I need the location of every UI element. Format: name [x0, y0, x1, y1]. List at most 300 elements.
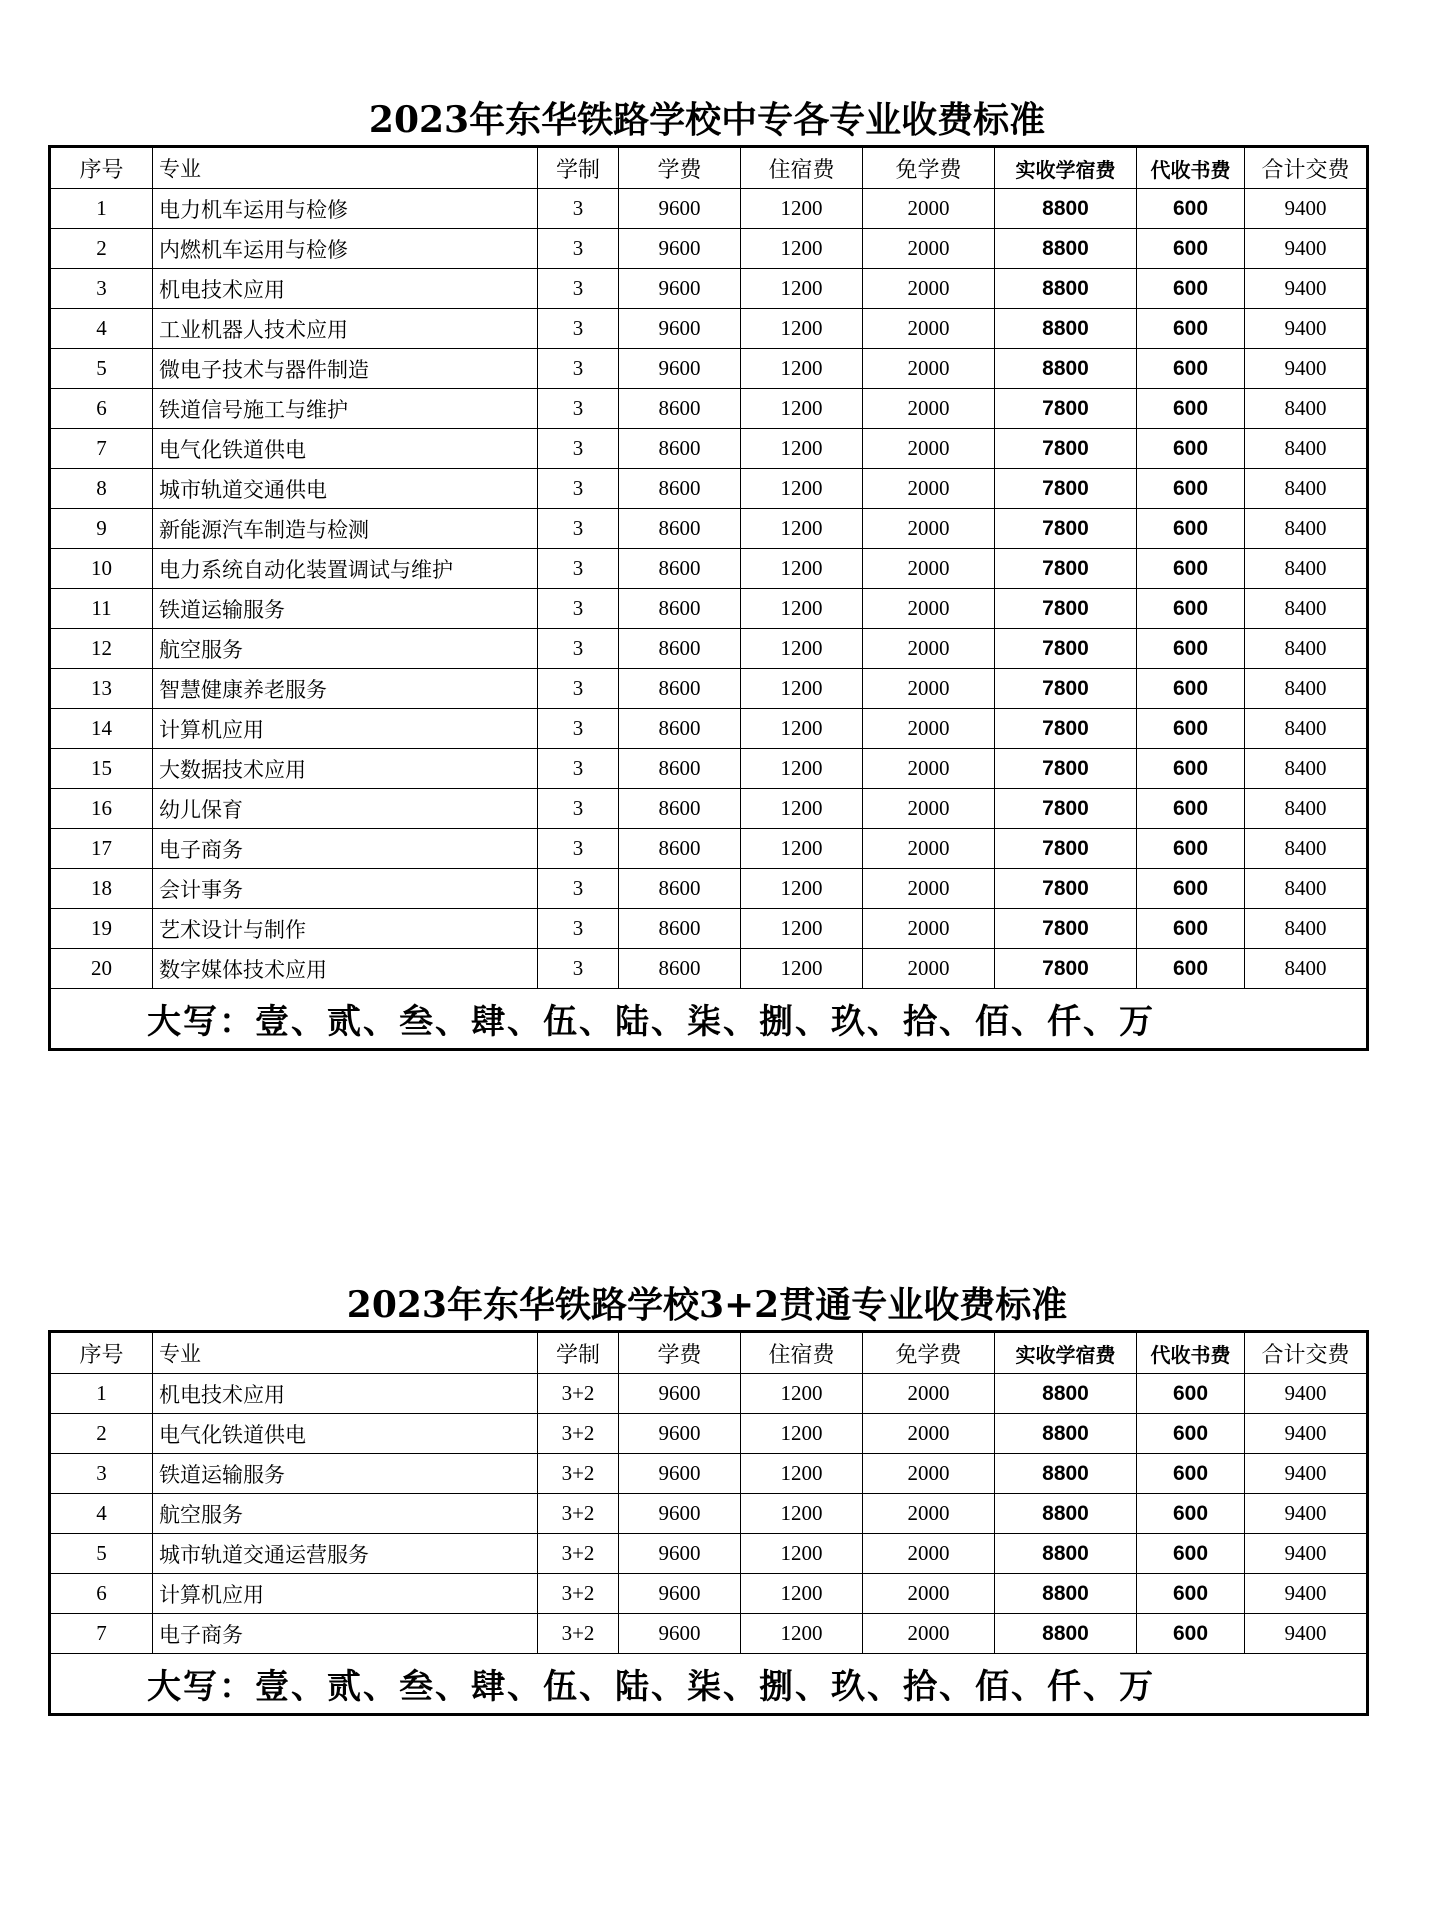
cell-waiver: 2000	[863, 829, 995, 869]
cell-no: 12	[50, 629, 153, 669]
table-row	[50, 1494, 1368, 1534]
cell-waiver: 2000	[863, 949, 995, 989]
cell-tuition: 9600	[619, 309, 741, 349]
cell-major: 铁道运输服务	[153, 1454, 538, 1494]
cell-actual: 7800	[995, 949, 1137, 989]
cell-waiver: 2000	[863, 669, 995, 709]
cell-dorm: 1200	[741, 1614, 863, 1654]
cell-total: 8400	[1245, 709, 1368, 749]
cell-no: 8	[50, 469, 153, 509]
col-header-actual: 实收学宿费	[995, 147, 1137, 189]
cell-no: 10	[50, 549, 153, 589]
cell-dorm: 1200	[741, 229, 863, 269]
cell-tuition: 8600	[619, 749, 741, 789]
table-row	[50, 709, 1368, 749]
cell-waiver: 2000	[863, 349, 995, 389]
cell-actual: 8800	[995, 1414, 1137, 1454]
cell-tuition: 8600	[619, 669, 741, 709]
cell-years: 3	[538, 749, 619, 789]
cell-books: 600	[1137, 1494, 1245, 1534]
cell-total: 9400	[1245, 229, 1368, 269]
cell-major: 电子商务	[153, 1614, 538, 1654]
cell-waiver: 2000	[863, 1414, 995, 1454]
table-row	[50, 629, 1368, 669]
cell-dorm: 1200	[741, 309, 863, 349]
cell-waiver: 2000	[863, 1454, 995, 1494]
table-row	[50, 829, 1368, 869]
col-header-tuition: 学费	[619, 1332, 741, 1374]
cell-waiver: 2000	[863, 229, 995, 269]
cell-waiver: 2000	[863, 1574, 995, 1614]
cell-years: 3+2	[538, 1454, 619, 1494]
table-row	[50, 589, 1368, 629]
cell-dorm: 1200	[741, 189, 863, 229]
cell-actual: 7800	[995, 589, 1137, 629]
cell-tuition: 9600	[619, 1494, 741, 1534]
cell-dorm: 1200	[741, 949, 863, 989]
table-row	[50, 669, 1368, 709]
cell-books: 600	[1137, 349, 1245, 389]
cell-no: 1	[50, 1374, 153, 1414]
cell-years: 3+2	[538, 1534, 619, 1574]
col-header-dorm: 住宿费	[741, 1332, 863, 1374]
cell-books: 600	[1137, 1374, 1245, 1414]
secondary-fee-section	[48, 95, 1366, 1051]
table-row	[50, 909, 1368, 949]
cell-dorm: 1200	[741, 1494, 863, 1534]
cell-no: 15	[50, 749, 153, 789]
cell-tuition: 8600	[619, 789, 741, 829]
cell-major: 新能源汽车制造与检测	[153, 509, 538, 549]
cell-books: 600	[1137, 749, 1245, 789]
table-row	[50, 1574, 1368, 1614]
cell-total: 9400	[1245, 1494, 1368, 1534]
cell-total: 8400	[1245, 469, 1368, 509]
cell-major: 航空服务	[153, 1494, 538, 1534]
cell-no: 2	[50, 1414, 153, 1454]
table-row	[50, 189, 1368, 229]
cell-actual: 7800	[995, 549, 1137, 589]
cell-years: 3	[538, 669, 619, 709]
table-row	[50, 1414, 1368, 1454]
col-header-total: 合计交费	[1245, 1332, 1368, 1374]
cell-no: 5	[50, 1534, 153, 1574]
cell-actual: 7800	[995, 789, 1137, 829]
cell-major: 电气化铁道供电	[153, 1414, 538, 1454]
cell-years: 3	[538, 949, 619, 989]
cell-books: 600	[1137, 1614, 1245, 1654]
cell-total: 8400	[1245, 749, 1368, 789]
cell-dorm: 1200	[741, 429, 863, 469]
cell-total: 8400	[1245, 429, 1368, 469]
cell-tuition: 9600	[619, 189, 741, 229]
cell-waiver: 2000	[863, 869, 995, 909]
cell-total: 8400	[1245, 909, 1368, 949]
cell-dorm: 1200	[741, 269, 863, 309]
table-row	[50, 269, 1368, 309]
table-row	[50, 429, 1368, 469]
cell-no: 1	[50, 189, 153, 229]
cell-years: 3	[538, 909, 619, 949]
cell-tuition: 9600	[619, 1374, 741, 1414]
fee-table	[48, 1330, 1369, 1716]
through-program-fee-section	[48, 1280, 1366, 1716]
cell-waiver: 2000	[863, 709, 995, 749]
cell-actual: 7800	[995, 429, 1137, 469]
cell-dorm: 1200	[741, 1454, 863, 1494]
cell-total: 8400	[1245, 389, 1368, 429]
cell-total: 8400	[1245, 829, 1368, 869]
cell-no: 2	[50, 229, 153, 269]
cell-waiver: 2000	[863, 269, 995, 309]
cell-dorm: 1200	[741, 669, 863, 709]
cell-major: 工业机器人技术应用	[153, 309, 538, 349]
cell-dorm: 1200	[741, 509, 863, 549]
cell-years: 3	[538, 349, 619, 389]
cell-years: 3	[538, 429, 619, 469]
cell-tuition: 8600	[619, 429, 741, 469]
cell-tuition: 8600	[619, 509, 741, 549]
cell-actual: 7800	[995, 509, 1137, 549]
col-header-actual: 实收学宿费	[995, 1332, 1137, 1374]
table-row	[50, 949, 1368, 989]
cell-total: 8400	[1245, 509, 1368, 549]
cell-major: 会计事务	[153, 869, 538, 909]
cell-major: 铁道信号施工与维护	[153, 389, 538, 429]
col-header-no: 序号	[50, 1332, 153, 1374]
cell-no: 19	[50, 909, 153, 949]
cell-years: 3	[538, 189, 619, 229]
cell-no: 3	[50, 269, 153, 309]
cell-years: 3	[538, 469, 619, 509]
cell-total: 8400	[1245, 549, 1368, 589]
cell-total: 9400	[1245, 1414, 1368, 1454]
table-row	[50, 1374, 1368, 1414]
col-header-years: 学制	[538, 147, 619, 189]
cell-total: 9400	[1245, 1454, 1368, 1494]
cell-actual: 8800	[995, 1574, 1137, 1614]
cell-dorm: 1200	[741, 869, 863, 909]
cell-tuition: 8600	[619, 869, 741, 909]
cell-tuition: 8600	[619, 389, 741, 429]
cell-total: 9400	[1245, 269, 1368, 309]
cell-no: 17	[50, 829, 153, 869]
cell-no: 13	[50, 669, 153, 709]
cell-total: 9400	[1245, 349, 1368, 389]
cell-waiver: 2000	[863, 749, 995, 789]
cell-years: 3+2	[538, 1414, 619, 1454]
table-row	[50, 389, 1368, 429]
cell-dorm: 1200	[741, 629, 863, 669]
cell-tuition: 9600	[619, 349, 741, 389]
cell-tuition: 8600	[619, 469, 741, 509]
cell-major: 电气化铁道供电	[153, 429, 538, 469]
cell-years: 3	[538, 629, 619, 669]
cell-books: 600	[1137, 949, 1245, 989]
cell-major: 智慧健康养老服务	[153, 669, 538, 709]
cell-no: 9	[50, 509, 153, 549]
table-row	[50, 1454, 1368, 1494]
cell-books: 600	[1137, 789, 1245, 829]
cell-no: 7	[50, 1614, 153, 1654]
cell-actual: 8800	[995, 229, 1137, 269]
cell-actual: 8800	[995, 1614, 1137, 1654]
cell-no: 14	[50, 709, 153, 749]
cell-tuition: 9600	[619, 1614, 741, 1654]
cell-actual: 7800	[995, 749, 1137, 789]
table-row	[50, 229, 1368, 269]
cell-major: 艺术设计与制作	[153, 909, 538, 949]
cell-total: 9400	[1245, 1534, 1368, 1574]
cell-waiver: 2000	[863, 429, 995, 469]
cell-years: 3+2	[538, 1374, 619, 1414]
cell-major: 城市轨道交通运营服务	[153, 1534, 538, 1574]
cell-total: 8400	[1245, 949, 1368, 989]
cell-waiver: 2000	[863, 909, 995, 949]
cell-books: 600	[1137, 629, 1245, 669]
cell-books: 600	[1137, 1574, 1245, 1614]
cell-waiver: 2000	[863, 309, 995, 349]
cell-major: 微电子技术与器件制造	[153, 349, 538, 389]
cell-dorm: 1200	[741, 749, 863, 789]
table-row	[50, 789, 1368, 829]
cell-tuition: 8600	[619, 589, 741, 629]
cell-total: 9400	[1245, 309, 1368, 349]
cell-books: 600	[1137, 429, 1245, 469]
cell-total: 8400	[1245, 789, 1368, 829]
cell-books: 600	[1137, 909, 1245, 949]
cell-total: 8400	[1245, 589, 1368, 629]
header-row	[50, 1332, 1368, 1374]
cell-books: 600	[1137, 589, 1245, 629]
cell-years: 3+2	[538, 1614, 619, 1654]
cell-major: 数字媒体技术应用	[153, 949, 538, 989]
table-row	[50, 869, 1368, 909]
cell-no: 16	[50, 789, 153, 829]
cell-tuition: 8600	[619, 549, 741, 589]
cell-dorm: 1200	[741, 1374, 863, 1414]
cell-total: 8400	[1245, 669, 1368, 709]
cell-major: 机电技术应用	[153, 269, 538, 309]
cell-major: 城市轨道交通供电	[153, 469, 538, 509]
table-body	[50, 1374, 1368, 1654]
cell-books: 600	[1137, 389, 1245, 429]
cell-actual: 8800	[995, 269, 1137, 309]
cell-actual: 8800	[995, 1494, 1137, 1534]
cell-tuition: 9600	[619, 229, 741, 269]
cell-actual: 7800	[995, 869, 1137, 909]
cell-waiver: 2000	[863, 789, 995, 829]
cell-books: 600	[1137, 1454, 1245, 1494]
cell-actual: 8800	[995, 1454, 1137, 1494]
cell-years: 3+2	[538, 1494, 619, 1534]
cell-actual: 7800	[995, 669, 1137, 709]
cell-major: 电力机车运用与检修	[153, 189, 538, 229]
cell-dorm: 1200	[741, 469, 863, 509]
cell-total: 8400	[1245, 869, 1368, 909]
cell-tuition: 9600	[619, 269, 741, 309]
cell-books: 600	[1137, 269, 1245, 309]
cell-tuition: 9600	[619, 1534, 741, 1574]
cell-dorm: 1200	[741, 349, 863, 389]
cell-tuition: 8600	[619, 909, 741, 949]
cell-actual: 8800	[995, 309, 1137, 349]
cell-books: 600	[1137, 189, 1245, 229]
cell-no: 5	[50, 349, 153, 389]
table-row	[50, 469, 1368, 509]
cell-actual: 7800	[995, 829, 1137, 869]
cell-major: 电子商务	[153, 829, 538, 869]
cell-tuition: 8600	[619, 629, 741, 669]
cell-books: 600	[1137, 709, 1245, 749]
cell-waiver: 2000	[863, 1374, 995, 1414]
cell-no: 7	[50, 429, 153, 469]
cell-years: 3	[538, 229, 619, 269]
cell-waiver: 2000	[863, 1494, 995, 1534]
cell-dorm: 1200	[741, 789, 863, 829]
col-header-books: 代收书费	[1137, 147, 1245, 189]
cell-actual: 7800	[995, 709, 1137, 749]
cell-waiver: 2000	[863, 509, 995, 549]
cell-years: 3	[538, 709, 619, 749]
cell-years: 3	[538, 389, 619, 429]
cell-major: 幼儿保育	[153, 789, 538, 829]
col-header-major: 专业	[153, 1332, 538, 1374]
cell-waiver: 2000	[863, 1614, 995, 1654]
col-header-waiver: 免学费	[863, 147, 995, 189]
cell-actual: 7800	[995, 909, 1137, 949]
cell-total: 8400	[1245, 629, 1368, 669]
fee-table	[48, 145, 1369, 1051]
cell-books: 600	[1137, 509, 1245, 549]
col-header-dorm: 住宿费	[741, 147, 863, 189]
cell-tuition: 8600	[619, 829, 741, 869]
cell-tuition: 8600	[619, 709, 741, 749]
cell-major: 铁道运输服务	[153, 589, 538, 629]
numerals-row	[50, 1654, 1368, 1715]
cell-no: 3	[50, 1454, 153, 1494]
cell-tuition: 9600	[619, 1454, 741, 1494]
cell-no: 4	[50, 309, 153, 349]
cell-dorm: 1200	[741, 549, 863, 589]
table-row	[50, 309, 1368, 349]
table-row	[50, 509, 1368, 549]
cell-major: 内燃机车运用与检修	[153, 229, 538, 269]
cell-actual: 7800	[995, 389, 1137, 429]
table-title: 2023年东华铁路学校3+2贯通专业收费标准	[346, 1284, 1068, 1326]
table-row	[50, 549, 1368, 589]
cell-years: 3	[538, 589, 619, 629]
cell-dorm: 1200	[741, 389, 863, 429]
cell-books: 600	[1137, 869, 1245, 909]
table-title: 2023年东华铁路学校中专各专业收费标准	[368, 99, 1046, 141]
cell-no: 18	[50, 869, 153, 909]
cell-total: 9400	[1245, 1374, 1368, 1414]
cell-dorm: 1200	[741, 829, 863, 869]
cell-major: 航空服务	[153, 629, 538, 669]
cell-years: 3	[538, 869, 619, 909]
cell-dorm: 1200	[741, 709, 863, 749]
table-row	[50, 1614, 1368, 1654]
cell-total: 9400	[1245, 1574, 1368, 1614]
table-row	[50, 349, 1368, 389]
col-header-waiver: 免学费	[863, 1332, 995, 1374]
cell-waiver: 2000	[863, 189, 995, 229]
cell-books: 600	[1137, 829, 1245, 869]
cell-actual: 7800	[995, 629, 1137, 669]
cell-books: 600	[1137, 1534, 1245, 1574]
cell-actual: 8800	[995, 189, 1137, 229]
cell-waiver: 2000	[863, 629, 995, 669]
col-header-books: 代收书费	[1137, 1332, 1245, 1374]
capital-numerals-note: 大写：壹、贰、叁、肆、伍、陆、柒、捌、玖、拾、佰、仟、万	[50, 1654, 1368, 1715]
cell-actual: 8800	[995, 1374, 1137, 1414]
cell-total: 9400	[1245, 189, 1368, 229]
numerals-row	[50, 989, 1368, 1050]
cell-major: 电力系统自动化装置调试与维护	[153, 549, 538, 589]
cell-waiver: 2000	[863, 549, 995, 589]
table-body	[50, 189, 1368, 989]
cell-years: 3	[538, 509, 619, 549]
cell-tuition: 9600	[619, 1574, 741, 1614]
cell-years: 3	[538, 789, 619, 829]
cell-tuition: 9600	[619, 1414, 741, 1454]
cell-waiver: 2000	[863, 469, 995, 509]
table-row	[50, 1534, 1368, 1574]
cell-major: 计算机应用	[153, 709, 538, 749]
cell-actual: 8800	[995, 349, 1137, 389]
cell-years: 3+2	[538, 1574, 619, 1614]
header-row	[50, 147, 1368, 189]
cell-tuition: 8600	[619, 949, 741, 989]
cell-books: 600	[1137, 309, 1245, 349]
cell-actual: 7800	[995, 469, 1137, 509]
col-header-tuition: 学费	[619, 147, 741, 189]
cell-dorm: 1200	[741, 589, 863, 629]
cell-major: 机电技术应用	[153, 1374, 538, 1414]
cell-no: 6	[50, 1574, 153, 1614]
cell-dorm: 1200	[741, 909, 863, 949]
cell-no: 4	[50, 1494, 153, 1534]
cell-major: 计算机应用	[153, 1574, 538, 1614]
cell-books: 600	[1137, 229, 1245, 269]
cell-books: 600	[1137, 549, 1245, 589]
cell-no: 11	[50, 589, 153, 629]
cell-years: 3	[538, 309, 619, 349]
cell-total: 9400	[1245, 1614, 1368, 1654]
cell-waiver: 2000	[863, 389, 995, 429]
col-header-major: 专业	[153, 147, 538, 189]
cell-actual: 8800	[995, 1534, 1137, 1574]
table-row	[50, 749, 1368, 789]
cell-dorm: 1200	[741, 1414, 863, 1454]
capital-numerals-note: 大写：壹、贰、叁、肆、伍、陆、柒、捌、玖、拾、佰、仟、万	[50, 989, 1368, 1050]
cell-years: 3	[538, 829, 619, 869]
cell-dorm: 1200	[741, 1574, 863, 1614]
col-header-no: 序号	[50, 147, 153, 189]
col-header-total: 合计交费	[1245, 147, 1368, 189]
cell-no: 6	[50, 389, 153, 429]
col-header-years: 学制	[538, 1332, 619, 1374]
cell-books: 600	[1137, 469, 1245, 509]
cell-books: 600	[1137, 1414, 1245, 1454]
cell-waiver: 2000	[863, 1534, 995, 1574]
cell-no: 20	[50, 949, 153, 989]
cell-waiver: 2000	[863, 589, 995, 629]
cell-major: 大数据技术应用	[153, 749, 538, 789]
cell-years: 3	[538, 549, 619, 589]
cell-dorm: 1200	[741, 1534, 863, 1574]
